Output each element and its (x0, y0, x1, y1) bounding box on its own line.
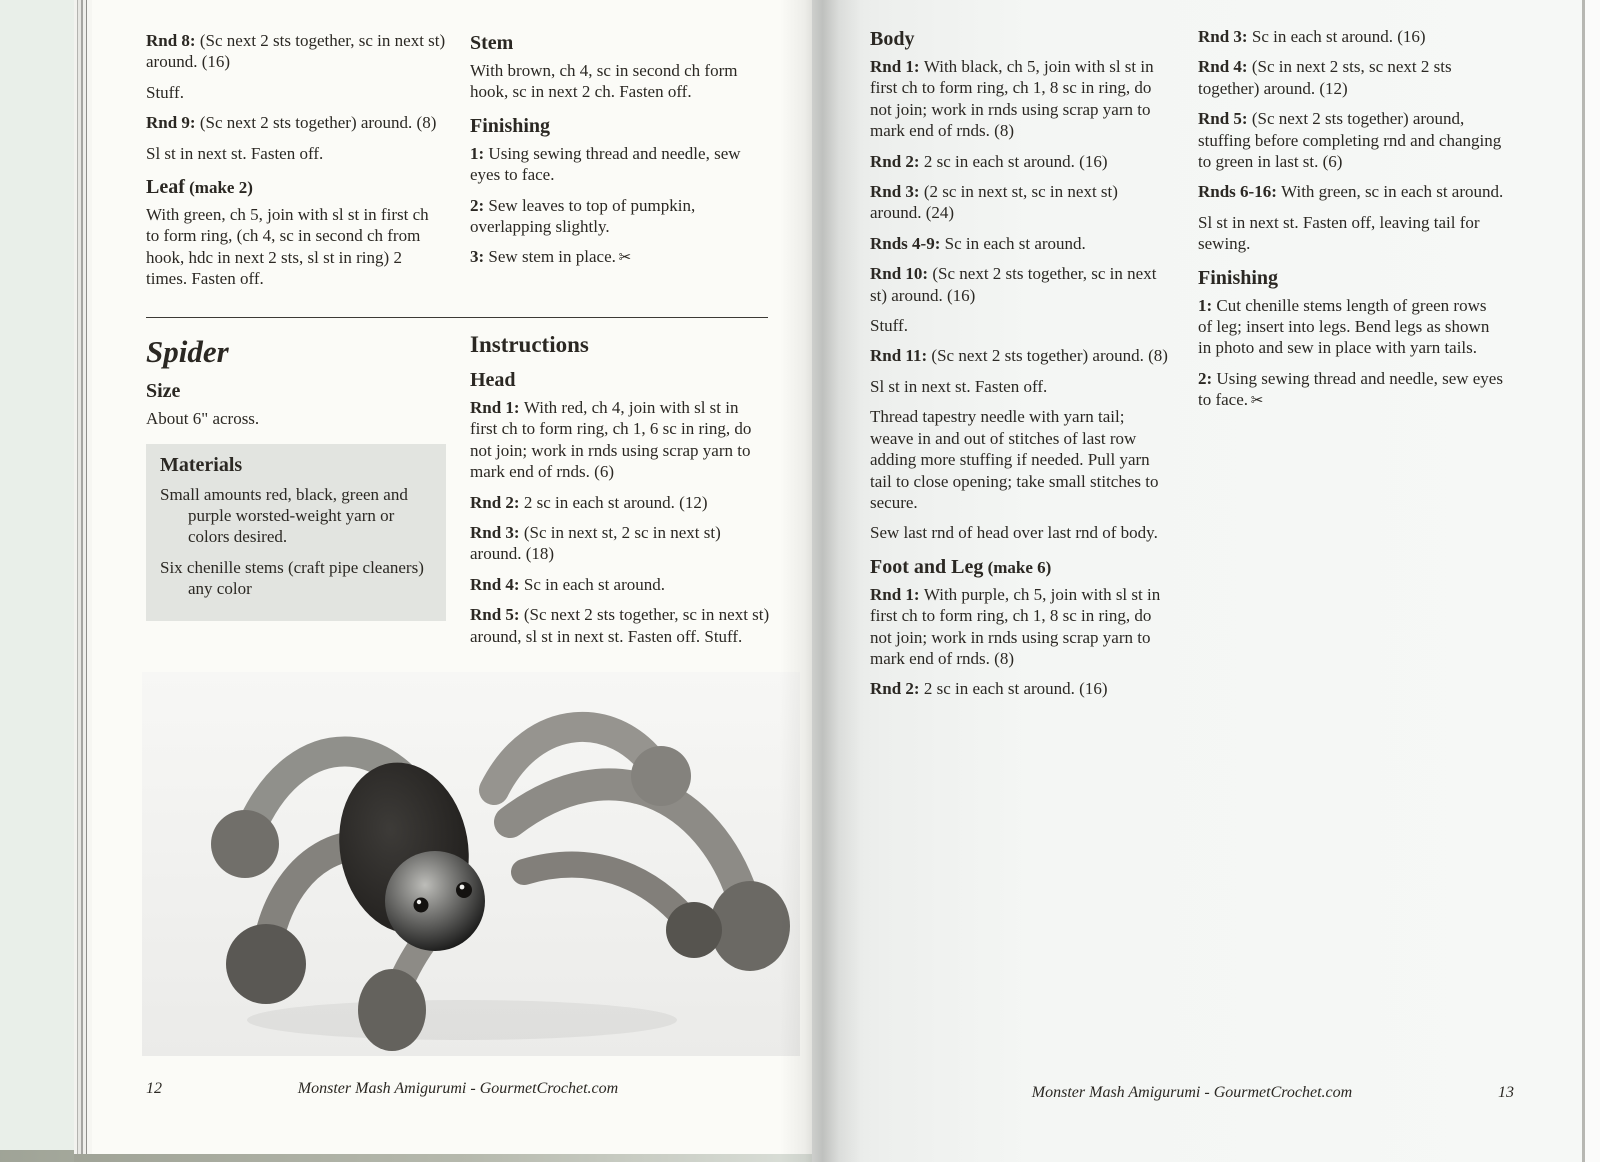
footer-book-title: Monster Mash Amigurumi - GourmetCrochet.com (297, 1080, 619, 1097)
pattern-paragraph: Stuff. (146, 82, 184, 102)
size-text: About 6" across. (146, 409, 260, 429)
pattern-paragraph: Sl st in next st. Fasten off. (870, 376, 1048, 396)
pattern-paragraph: 2: Sew leaves to top of pumpkin, overlapping slightly. (470, 195, 696, 237)
right-page-column-2 (1198, 26, 1504, 420)
spider-photo-graphic (142, 672, 800, 1056)
scissors-icon: ✂ (615, 250, 631, 267)
scissors-icon: ✂ (1248, 393, 1263, 410)
paragraph-label: 1: (1198, 295, 1217, 315)
pattern-paragraph: Thread tapestry needle with yarn tail; weave in and out of stitches of last row adding more stuffing if needed. Pull yarn tail to close opening; take small stitches to secure. (870, 407, 1159, 512)
size-heading: Size (146, 380, 181, 403)
page-right (812, 0, 1586, 1162)
pattern-paragraph: Stuff. (870, 316, 908, 336)
paragraph-label: Rnd 3: (470, 522, 524, 542)
paragraph-label: Rnd 10: (870, 264, 933, 284)
paragraph-label: Rnd 9: (146, 113, 200, 133)
section-heading (870, 556, 1172, 579)
spider-head (385, 851, 485, 951)
pattern-paragraph: 1: Using sewing thread and needle, sew eyes to face. (470, 143, 741, 185)
spider-foot-left-mid (226, 924, 306, 1004)
paragraph-label: 3: (470, 247, 489, 267)
paragraph-label: Rnd 2: (470, 492, 524, 512)
heading-text: Finishing (470, 114, 551, 137)
section-heading (870, 28, 1172, 51)
spider-eye-left-highlight (417, 900, 421, 904)
pattern-paragraph: Rnd 4: (Sc in next 2 sts, sc next 2 sts together) around. (12) (1198, 57, 1452, 98)
section-heading (470, 115, 770, 138)
spider-foot-right-low (666, 902, 722, 958)
pattern-paragraph: Rnd 3: (Sc in next st, 2 sc in next st) around. (18) (470, 522, 721, 564)
heading-text: Leaf (146, 176, 185, 199)
spider-foot-front (358, 969, 426, 1051)
pattern-paragraph: Rnd 1: With red, ch 4, join with sl st in first ch to form ring, ch 1, 6 sc in ring, do not join; work in rnds using scrap yarn to mark end of rnds. (6) (470, 397, 752, 482)
heading-text: Finishing (1198, 266, 1279, 289)
paragraph-label: Rnd 8: (146, 31, 200, 50)
pattern-paragraph: Sew last rnd of head over last rnd of body. (870, 523, 1158, 543)
pattern-paragraph: Rnd 2: 2 sc in each st around. (16) (870, 679, 1108, 699)
top-section (146, 30, 770, 299)
pattern-paragraph: Rnd 2: 2 sc in each st around. (12) (470, 492, 708, 512)
scan-left-margin (0, 0, 74, 1162)
right-page-footer (870, 1084, 1514, 1102)
section-heading (470, 32, 770, 55)
spider-intro-column (146, 332, 446, 621)
right-page-columns (870, 26, 1514, 709)
paragraph-label: Rnd 1: (470, 397, 524, 417)
pattern-paragraph: Rnds 4-9: Sc in each st around. (870, 233, 1086, 253)
paragraph-label: Rnd 2: (870, 151, 924, 171)
pattern-paragraph: Rnd 8: (Sc next 2 sts together, sc in next st) around. (16) (146, 31, 446, 72)
page-number: 13 (1498, 1084, 1514, 1101)
pattern-paragraph: Sl st in next st. Fasten off. (146, 143, 324, 163)
paragraph-label: Rnd 3: (1198, 27, 1252, 46)
section-heading (146, 176, 446, 199)
paragraph-label: Rnd 2: (870, 679, 924, 699)
pattern-paragraph: Rnd 9: (Sc next 2 sts together) around. (8) (146, 113, 437, 133)
pattern-paragraph: Rnd 1: With black, ch 5, join with sl st in first ch to form ring, ch 1, 8 sc in ring, do not join; work in rnds using scrap yarn to mark end of rnds. (8) (870, 57, 1154, 141)
pattern-paragraph: With brown, ch 4, sc in second ch form hook, sc in next 2 ch. Fasten off. (470, 61, 738, 102)
spider-shadow (247, 1000, 677, 1040)
right-page-column-1 (870, 26, 1172, 709)
right-page-content (870, 26, 1514, 709)
pattern-paragraph: Six chenille stems (craft pipe cleaners) any color (160, 557, 424, 599)
heading-text: Foot and Leg (870, 555, 984, 578)
paragraph-label: Rnds 4-9: (870, 233, 945, 253)
heading-text: Body (870, 28, 915, 50)
left-page-column-1 (146, 30, 446, 299)
spider-eye-right-highlight (460, 885, 465, 890)
paragraph-label: Rnd 5: (1198, 109, 1252, 129)
paragraph-label: Rnd 5: (470, 605, 524, 625)
paragraph-label: Rnd 4: (470, 574, 524, 594)
pattern-paragraph: Rnd 10: (Sc next 2 sts together, sc in next st) around. (16) (870, 264, 1157, 305)
section-heading (1198, 267, 1504, 290)
paragraph-label: Rnd 11: (870, 346, 932, 366)
paragraph-label: Rnd 4: (1198, 57, 1252, 77)
paragraph-label: 2: (470, 195, 489, 215)
footer-book-title: Monster Mash Amigurumi - GourmetCrochet.com (1031, 1084, 1353, 1101)
pattern-paragraph: Rnd 5: (Sc next 2 sts together, sc in next st) around, sl st in next st. Fasten off. Stuff. (470, 605, 770, 646)
materials-heading: Materials (160, 453, 243, 476)
instructions-column (470, 332, 770, 656)
pattern-paragraph: 3: Sew stem in place. ✂ (470, 247, 631, 267)
heading-suffix: (make 6) (983, 557, 1052, 577)
heading-text: Head (470, 368, 516, 391)
spider-foot-right-top (631, 746, 691, 806)
pattern-paragraph: Rnd 11: (Sc next 2 sts together) around. (8) (870, 346, 1168, 366)
spider-foot-right (710, 881, 790, 971)
paragraph-label: Rnd 3: (870, 182, 924, 202)
spider-eye-left (414, 898, 429, 913)
spider-photo (142, 672, 800, 1056)
pattern-paragraph: Small amounts red, black, green and purple worsted-weight yarn or colors desired. (160, 484, 408, 547)
paragraph-label: 1: (470, 143, 489, 163)
heading-text: Stem (470, 32, 514, 54)
pattern-paragraph: Rnd 3: Sc in each st around. (16) (1198, 27, 1426, 46)
pattern-paragraph: Rnd 1: With purple, ch 5, join with sl st in first ch to form ring, ch 1, 8 sc in ring, do not join; work in rnds using scrap yarn to mark end of rnds. (8) (870, 584, 1161, 668)
materials-box (146, 444, 446, 621)
left-page-column-2 (470, 30, 770, 277)
paragraph-label: Rnds 6-16: (1198, 182, 1282, 202)
spider-foot-left-top (211, 810, 279, 878)
page-number: 12 (146, 1080, 162, 1097)
pattern-paragraph: Rnd 5: (Sc next 2 sts together) around, stuffing before completing rnd and changing to green in last st. (6) (1198, 109, 1502, 172)
pattern-paragraph: With green, ch 5, join with sl st in first ch to form ring, (ch 4, sc in second ch from hook, hdc in next 2 sts, sl st in ring) 2 times. Fasten off. (146, 205, 429, 289)
spider-section (146, 332, 770, 656)
section-heading (470, 369, 770, 392)
paragraph-label: 2: (1198, 368, 1217, 388)
spider-eye-right (456, 882, 472, 898)
pattern-paragraph: Rnd 3: (2 sc in next st, sc in next st) around. (24) (870, 182, 1118, 223)
pattern-paragraph: Rnd 2: 2 sc in each st around. (16) (870, 151, 1108, 171)
pattern-paragraph: Sl st in next st. Fasten off, leaving tail for sewing. (1198, 212, 1480, 254)
pattern-paragraph: 1: Cut chenille stems length of green rows of leg; insert into legs. Bend legs as shown in photo and sew in place with yarn tails. (1198, 295, 1490, 358)
left-page-content (146, 30, 770, 1056)
materials-list (160, 484, 432, 600)
paragraph-label: Rnd 1: (870, 57, 924, 76)
book-page-stack-edges (74, 0, 92, 1154)
paragraph-label: Rnd 1: (870, 584, 924, 604)
pattern-paragraph: 2: Using sewing thread and needle, sew eyes to face. ✂ (1198, 368, 1503, 410)
scan-right-margin (1585, 0, 1600, 1162)
section-heading-large: Instructions (470, 331, 589, 357)
pattern-paragraph: Rnds 6-16: With green, sc in each st around. (1198, 182, 1504, 202)
heading-suffix: (make 2) (184, 178, 253, 198)
pattern-paragraph: Rnd 4: Sc in each st around. (470, 574, 666, 594)
pattern-title: Spider (146, 333, 229, 369)
section-divider-rule (146, 317, 768, 318)
left-page-footer (146, 1080, 770, 1098)
page-left (92, 0, 812, 1154)
